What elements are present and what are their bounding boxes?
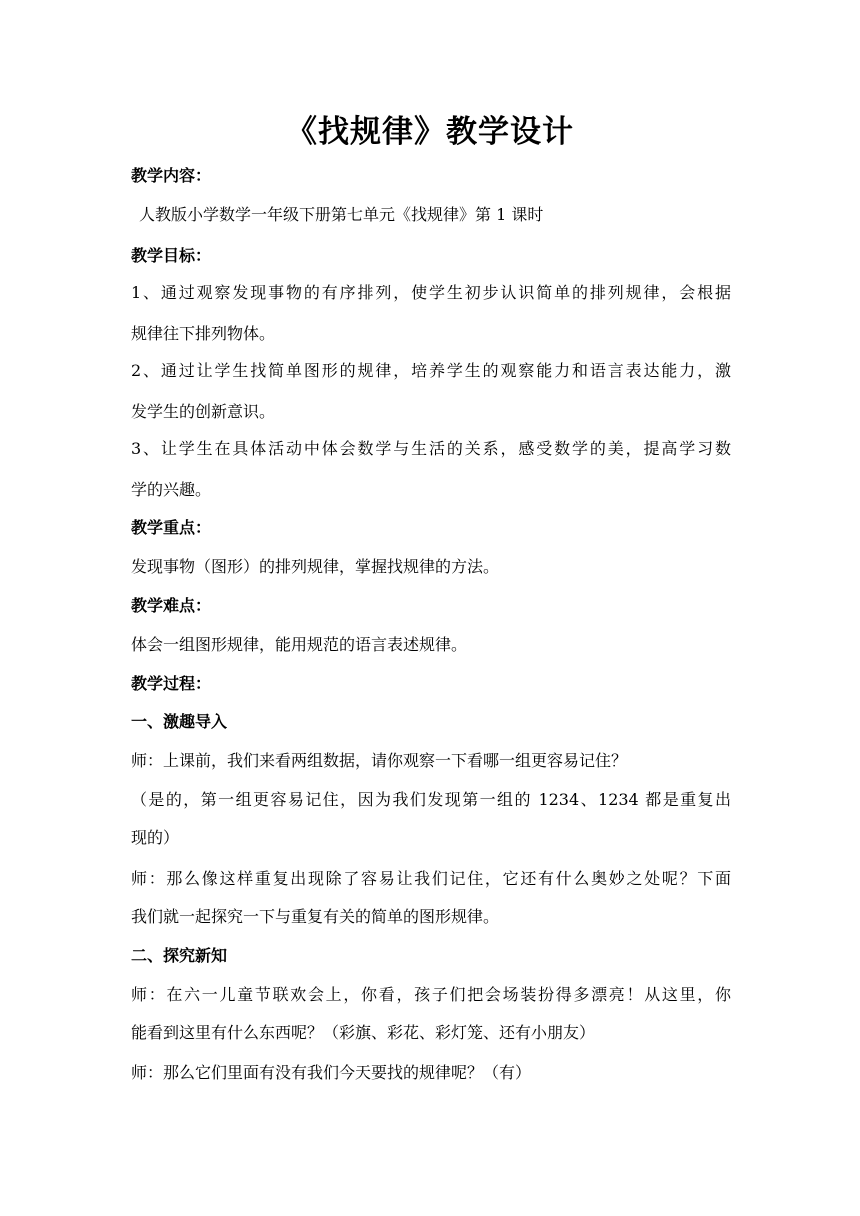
paragraph-line: 师：在六一儿童节联欢会上，你看，孩子们把会场装扮得多漂亮！从这里，你 bbox=[131, 985, 731, 1004]
paragraph-line: 师：那么像这样重复出现除了容易让我们记住，它还有什么奥妙之处呢？下面 bbox=[131, 869, 731, 888]
paragraph-line: 3、让学生在具体活动中体会数学与生活的关系，感受数学的美，提高学习数 bbox=[131, 439, 731, 458]
section-heading: 一、激趣导入 bbox=[131, 712, 228, 731]
paragraph-line: 能看到这里有什么东西呢？（彩旗、彩花、彩灯笼、还有小朋友） bbox=[131, 1023, 596, 1042]
paragraph-line: 1、通过观察发现事物的有序排列，使学生初步认识简单的排列规律，会根据 bbox=[131, 283, 731, 302]
paragraph-line: 规律往下排列物体。 bbox=[131, 324, 276, 343]
paragraph-line: 现的） bbox=[131, 828, 180, 847]
section-heading: 教学内容： bbox=[131, 166, 212, 185]
section-heading: 教学目标： bbox=[131, 246, 212, 265]
paragraph-line: 学的兴趣。 bbox=[131, 480, 212, 499]
paragraph-line: 体会一组图形规律，能用规范的语言表述规律。 bbox=[131, 635, 468, 654]
paragraph-line: 师：那么它们里面有没有我们今天要找的规律呢？（有） bbox=[131, 1063, 532, 1082]
paragraph-line: （是的，第一组更容易记住，因为我们发现第一组的 1234、1234 都是重复出 bbox=[131, 790, 731, 809]
section-heading: 教学过程： bbox=[131, 674, 212, 693]
paragraph-line: 发学生的创新意识。 bbox=[131, 402, 276, 421]
paragraph-line: 我们就一起探究一下与重复有关的简单的图形规律。 bbox=[131, 907, 500, 926]
paragraph-line: 师：上课前，我们来看两组数据，请你观察一下看哪一组更容易记住？ bbox=[131, 751, 628, 770]
section-heading: 教学重点： bbox=[131, 518, 212, 537]
paragraph-line: 人教版小学数学一年级下册第七单元《找规律》第 1 课时 bbox=[139, 205, 544, 224]
document-title: 《找规律》教学设计 bbox=[286, 114, 574, 150]
section-heading: 教学难点： bbox=[131, 596, 212, 615]
paragraph-line: 2、通过让学生找简单图形的规律，培养学生的观察能力和语言表达能力，激 bbox=[131, 361, 731, 380]
paragraph-line: 发现事物（图形）的排列规律，掌握找规律的方法。 bbox=[131, 557, 500, 576]
section-heading: 二、探究新知 bbox=[131, 946, 228, 965]
